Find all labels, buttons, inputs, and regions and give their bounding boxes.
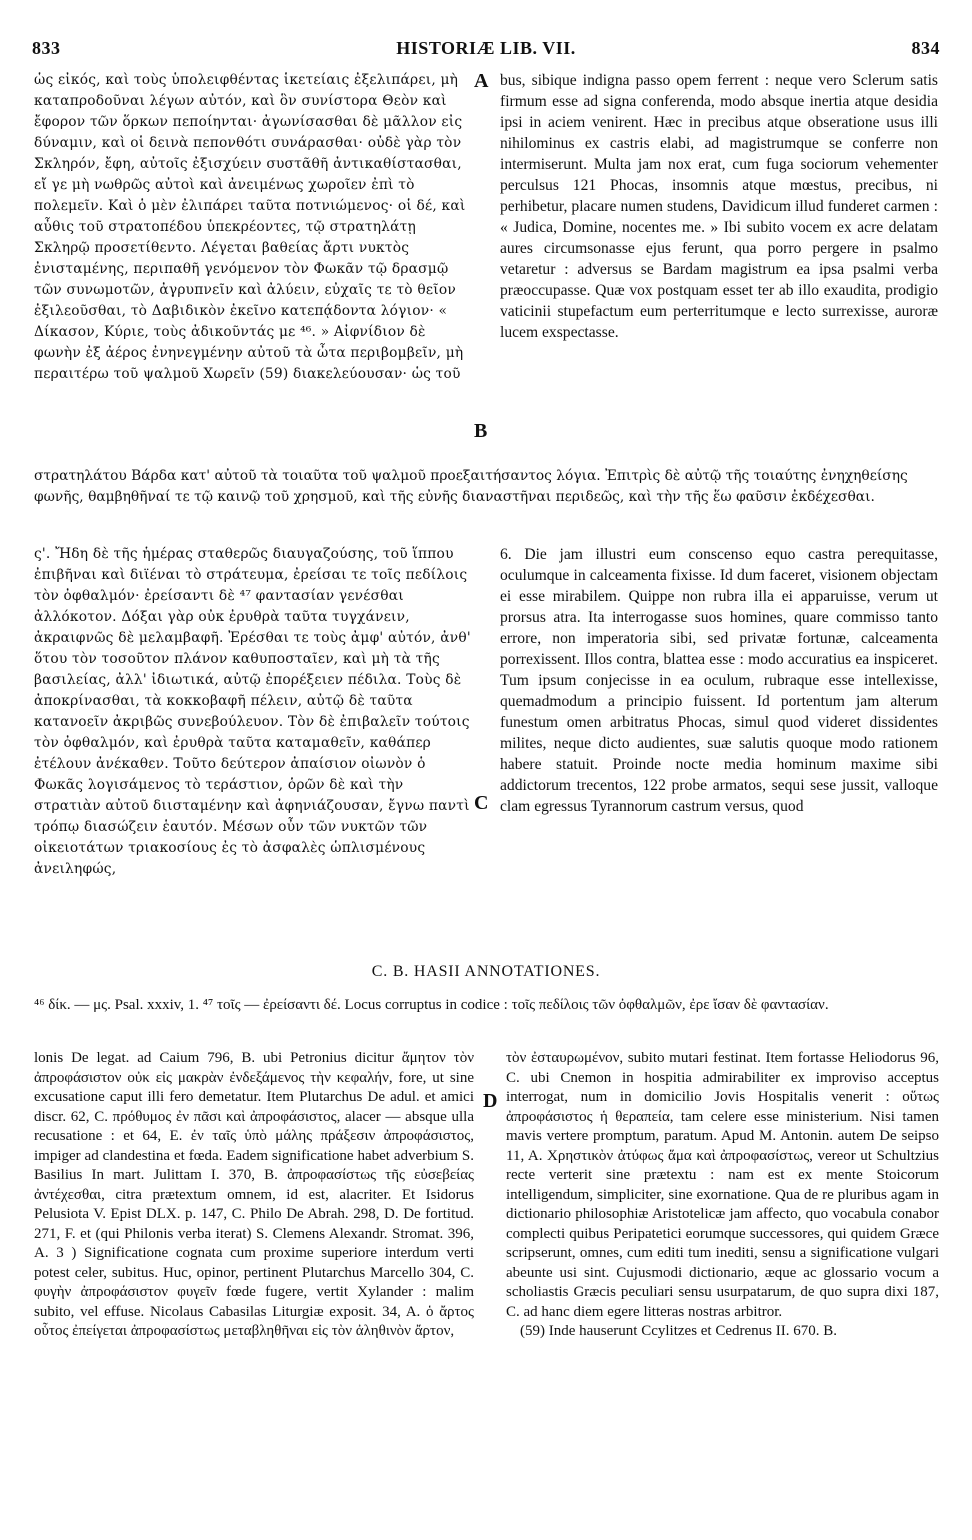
footnote-text: ⁴⁶ δίκ. — μς. Psal. xxxiv, 1. ⁴⁷ τοῖς — ἐρείσαντι δέ. Locus corruptus in codice : τοῖς πεδίλοις τῶν ὀφθαλμῶν, ἐρε ἴσαν δὲ φαντασίαν. — [34, 997, 829, 1013]
notes-right-text: τὸν ἐσταυρωμένον, subito mutari festinat. Item fortasse Heliodorus 96, C. ubi Cnemon in hospitia admirabiliter ex improviso acceptus interrogat, num in domicilio Jovis Hospitalis venerit : οὕτως ἀπροφάσιστος ἡ θεραπεία, tam celere esse ministerium. Nisi tamen mavis vertere promptum, paratum. Apud M. Antonin. autem De seipso 11, A. Χρηστικὸν ἀτύφως ἅμα καὶ ἀπροφασίστως, vereor ut Schultzius recte verterit sine prætextu : nam est ex mente Stoicorum intelligendum, simpliciter, sine exornatione. Qua de re pluribus agam in dictionario philosophiæ Aristotelicæ jam affecto, quo vocabula conabor complecti quibus Peripatetici eorumque successores, qui quidem Græce scripserunt, omnes, cum editi tum inediti, sensu a significatione vulgari abeunte usi sint. Cujusmodi dictionario, æque ac glossario vocum a scholiastis Græcis peculiari sensu usurpatarum, de quo supra dixi 187, C. ad hanc diem egere litteras nostras arbitror. — [506, 1050, 939, 1320]
margin-letter-b: B — [474, 420, 488, 442]
latin-text-2: 6. Die jam illustri eum conscenso equo castra perequitasse, oculumque in calceamenta fixisse. Id dum faceret, visionem objectam ei esse mirabilem. Quippe non rubra illa ei apparuisse, verum ut prorsus atra. Ita interrogasse suos homines, quare commisso tanto errore, non imperatoria sibi, sed privatæ fortunæ, calceamenta porrexissent. Illos contra, blattea esse : modo accuratius ea inspiceret. Tum ipsum conjecisse in ea oculum, rubraque esse intellexisse, quemadmodum a principio fuissent. Id portentum jam alterum funestum omen arbitratus Phocas, simul quod videret dissidentes milites, neque dicto audientes, suæ salutis quoque modo rationem habere statuit. Proinde nocte media hominum maxime sibi addictorum trecentos, 122 probe armatos, sequi sese jussit, valloque clam egressus Tyrannorum castrum versus, quod — [500, 546, 938, 815]
greek-text-1: ὡς εἰκός, καὶ τοὺς ὑπολειφθέντας ἱκετείαις ἐξελιπάρει, μὴ καταπροδοῦναι λέγων αὐτόν, καὶ ὃν συνίστορα Θεὸν καὶ ἔφορον τῶν ὅρκων πεποίηνται· ἀγωνίσασθαι δὲ μᾶλλον εἰς δύναμιν, καὶ οἱ δεινὰ πεπονθότι συνάρασθαι· οὐδὲ γὰρ τὸν Σκληρόν, ἔφη, αὐτοῖς ἐξισχύειν συστᾶθῆ ἀντικαθίστασθαι, εἴ γε μὴ νωθρῶς αὐτοὶ καὶ ἀνειμένως χωροῖεν ἐπὶ τὸ πολεμεῖν. Καὶ ὁ μὲν ἐλιπάρει ταῦτα ποτνιώμενος· οἱ δέ, καὶ αὖθις τοῦ στρατοπέδου ὑπεκρέοντες, τῷ στρατηλάτῃ Σκληρῷ προσετίθεντο. Λέγεται βαθείας ἄρτι νυκτὸς ἐνισταμένης, περιπαθῆ γενόμενον τὸν Φωκᾶν τῷ δρασμῷ τῶν συνωμοτῶν, ἀγρυπνεῖν καὶ ἀλύειν, εὐχαῖς τε τὸ θεῖον ἐξιλεοῦσθαι, τὸ Δαβιδικὸν ἐκεῖνο κατεπᾴδοντα λόγιον· « Δίκασον, Κύριε, τοὺς ἀδικοῦντάς με ⁴⁶. » Αἰφνίδιον δὲ φωνὴν ἐξ ἀέρος ἐνηνεγμένην αὐτοῦ τὰ ὦτα περιβομβεῖν, μὴ περαιτέρω τοῦ ψαλμοῦ Χωρεῖν (59) διακελεύουσαν· ὡς τοῦ — [34, 72, 466, 382]
notes-right-end: (59) Inde hauserunt Ccylitzes et Cedrenus II. 670. B. — [520, 1323, 837, 1339]
running-header — [32, 38, 940, 64]
latin-text-1: bus, sibique indigna passo opem ferrent : neque vero Sclerum satis firmum esse ad signa conferenda, modo absque inertia atque desidia ipsi in aciem venirent. Hæc in precibus atque obseratione usus illi nihilominus ex castris elabi, ad magistrumque se conferre non intermiserunt. Multa jam nox erat, cum fuga sociorum vehementer perculsus 121 Phocas, insomnis atque mœstus, precibus, ni perhibetur, placare numen studens, Davidicum illud funderet carmen : « Judica, Domine, nocentes me. » Ibi subito vocem ex acre delatam aures circumsonasse ejus ferunt, qua porro pergere in psalmo vetaretur : adversus se Bardam magistrum ea ipsa psalmi verba præoccupasse. Quæ vox postquam esset ter ab illo exaudita, prodigio vaticinii stupefactum eum perterritumque e lecto surrexisse, auroræ lucem exspectasse. — [500, 72, 938, 341]
greek-text-2: ς'. Ἤδη δὲ τῆς ἡμέρας σταθερῶς διαυγαζούσης, τοῦ ἵππου ἐπιβῆναι καὶ διϊέναι τὸ στράτευμα, ἐρείσαι τε τοῖς πεδίλοις τὸν ὀφθαλμόν· ἐρείσαντι δὲ ⁴⁷ φαντασίαν γενέσθαι ἀλλόκοτον. Δόξαι γὰρ οὐκ ἐρυθρὰ ταῦτα τυγχάνειν, ἀκραιφνῶς δὲ μελαμβαφῆ. Ἐρέσθαι τε τοὺς ἀμφ' αὐτόν, ἀνθ' ὅτου τὸν τοσοῦτον πλάνον καθυποσταῖεν, καὶ μὴ τὰ τῆς βασιλείας, ἀλλ' ἰδιωτικά, αὐτῷ ἐπορέξειεν πέδιλα. Τοὺς δὲ ἀποκρίνασθαι, τὰ κοκκοβαφῆ πέλειν, αὐτῷ δὲ ταῦτα κατανοεῖν ἀκριβῶς συνεβούλευον. Τὸν δὲ ἐπιβαλεῖν τούτοις τὸν ὀφθαλμόν, καὶ ἐρυθρὰ ταῦτα καταμαθεῖν, καθάπερ ἐτέλουν ἀνέκαθεν. Τοῦτο δεύτερον ἀπαίσιον οἰωνὸν ὁ Φωκᾶς λογισάμενος τὸ τεράστιον, ὁρῶν δὲ καὶ τὴν στρατιὰν αὐτοῦ διισταμένην καὶ ἀφηνιάζουσαν, ἔγνω παντὶ τρόπῳ διασώζειν ἑαυτόν. Μέσων οὖν τῶν νυκτῶν τῶν οἰκειοτάτων τριακοσίους ἐς τὸ ἀσφαλὲς ὡπλισμένους ἀνειληφώς, — [34, 546, 471, 877]
greek-column-section1 — [34, 70, 472, 385]
greek-full-text: στρατηλάτου Βάρδα κατ' αὐτοῦ τὰ τοιαῦτα τοῦ ψαλμοῦ προεξαιτήσαντος λόγια. Ἐπιτρὶς δὲ αὐτῷ τῆς τοιαύτης ἐνηχηθείσης φωνῆς, θαμβηθῆναί τε τῷ καινῷ τοῦ χρησμοῦ, καὶ τῆς εὐνῆς διαναστῆναι περιδεῶς, καὶ τὴν τῆς ἕω φαῦσιν ἐκδέχεσθαι. — [34, 468, 908, 505]
margin-letter-a: A — [474, 70, 489, 92]
notes-right-column — [506, 1049, 939, 1342]
greek-full-width-continuation — [34, 466, 939, 508]
right-page-number: 834 — [911, 38, 940, 58]
latin-column-section2 — [500, 544, 938, 817]
margin-letter-d: D — [483, 1090, 498, 1112]
greek-column-section2 — [34, 544, 472, 880]
margin-letter-c: C — [474, 792, 489, 814]
running-title: HISTORIÆ LIB. VII. — [396, 38, 576, 58]
latin-column-section1 — [500, 70, 938, 343]
left-page-number: 833 — [32, 38, 61, 58]
notes-left-text: lonis De legat. ad Caium 796, B. ubi Petronius dicitur ἄμητον τὸν ἀπροφάσιστον οὐκ εἰς μακρὰν ἐνδεξάμενος τὴν κεφαλήν, fore, ut sine excusatione caput illi fero demetatur. Item Plutarchus De adul. et amici discr. 62, C. πρόθυμος ἐν πᾶσι καὶ ἀπροφάσιστος, alacer — absque ulla recusatione : et 64, E. ἐν ταῖς ὑπὸ μάλης πράξεσιν ἀπροφάσιστος, impiger ad clandestina et fœda. Eadem significatione habet adverbium S. Basilius In mart. Julittam I. 370, B. ἀπροφασίστως τῆς εὐσεβείας ἀντέχεσθαι, citra prætextum omnem, id est, alacriter. Et Isidorus Pelusiota V. Epist DLX. p. 147, C. Philo De Abrah. 298, D. De fortitud. 271, F. et (qui Philonis verba iterat) S. Clemens Alexandr. Stromat. 396, A. 3 ) Significatione cognata cum proxime superiore interdum verti potest celer, subitus. Huc, opinor, pertinent Plutarchus Marcello 304, C. φυγὴν ἀπροφάσιστον φυγεῖν fœde fugere, vertit Xylander : malim subito, vel effuse. Nicolaus Cabasilas Liturgiæ exposit. 34, A. ὁ ἄρτος οὗτος ἐπείγεται ἀπροφασίστως μεταβληθῆναι εἰς τὸν ἀληθινὸν ἄρτον, — [34, 1050, 474, 1339]
notes-left-column — [34, 1049, 474, 1342]
footnotes — [34, 994, 939, 1016]
annotations-heading: C. B. HASII ANNOTATIONES. — [371, 963, 601, 980]
